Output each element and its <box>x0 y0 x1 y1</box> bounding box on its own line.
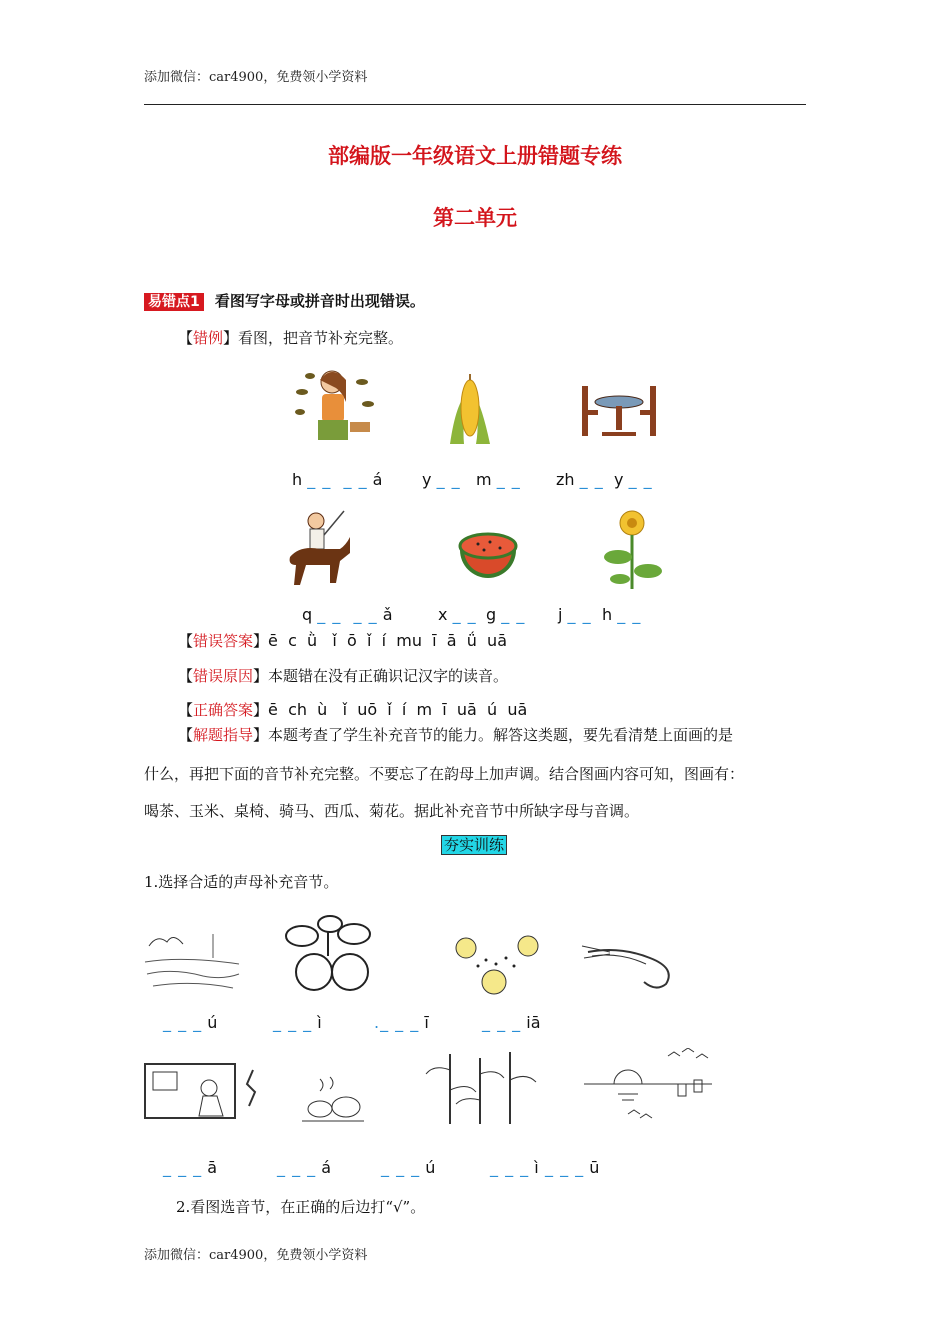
unit-title: 第二单元 <box>433 206 517 230</box>
header-rule <box>144 104 806 105</box>
example-row2-item2: x _ _ <box>438 605 477 624</box>
example-row2-item5: h _ _ <box>602 605 642 624</box>
error-point-tag: 易错点1 <box>144 293 204 311</box>
question-1: 1.选择合适的声母补充音节。 <box>144 873 339 891</box>
example-row1-item3: m _ _ <box>476 470 521 489</box>
chrysanthemum-image <box>600 505 666 591</box>
example-instruction: 看图，把音节补充完整。 <box>238 329 404 347</box>
watermelon-image <box>456 520 520 586</box>
wrong-reason-label: 错误原因 <box>193 667 254 685</box>
bracket-open: 【 <box>178 329 194 347</box>
q1-row1-item1: _ _ _ ú <box>163 1013 218 1032</box>
corn-image <box>446 372 494 446</box>
lake-scene-image <box>143 928 241 996</box>
q1-row2-item1: _ _ _ ā <box>163 1158 218 1177</box>
wrong-reason-value: 本题错在没有正确识记汉字的读音。 <box>268 667 509 685</box>
guide-label: 解题指导 <box>193 726 254 744</box>
q1-row1-item4: _ _ _ iā <box>482 1013 541 1032</box>
q1-row2-item4: _ _ _ ì <box>490 1158 539 1177</box>
error-point-text: 看图写字母或拼音时出现错误。 <box>214 292 425 310</box>
correct-answer-label: 正确答案 <box>193 701 254 719</box>
bamboo-image <box>420 1050 542 1126</box>
q1-row2-item2: _ _ _ á <box>277 1158 332 1177</box>
example-row2-item3: g _ _ <box>486 605 526 624</box>
example-label: 错例 <box>193 329 224 347</box>
guide-line-1: 【解题指导】本题考查了学生补充音节的能力。解答这类题，要先看清楚上面画的是 <box>178 726 734 744</box>
wrong-answer-line: 【错误答案】ē c ǜ ǐ ō ǐ í mu ī ā ǘ uā <box>178 631 507 650</box>
example-row1-item5: y _ _ <box>614 470 653 489</box>
example-row2-item4: j _ _ <box>558 605 592 624</box>
chicks-image <box>448 932 546 996</box>
q1-row1-item2: _ _ _ ì <box>273 1013 322 1032</box>
wrong-reason-line: 【错误原因】本题错在没有正确识记汉字的读音。 <box>178 667 509 685</box>
wrong-answer-label: 错误答案 <box>193 632 254 650</box>
shrimp-image <box>580 942 684 994</box>
header-note: 添加微信：car4900，免费领小学资料 <box>144 70 368 85</box>
guide-line-2: 什么，再把下面的音节补充完整。不要忘了在韵母上加声调。结合图画内容可知，图画有： <box>144 765 745 783</box>
wrong-answer-value: ē c ǜ ǐ ō ǐ í mu ī ā ǘ uā <box>268 631 507 650</box>
window-child-image <box>143 1062 269 1120</box>
q1-row1-item3: ._ _ _ ī <box>374 1013 429 1032</box>
table-chairs-image <box>578 378 660 440</box>
bracket-close: 】 <box>223 329 239 347</box>
correct-answer-value: ē ch ù ǐ uō ǐ í m ī uā ú uā <box>268 700 528 719</box>
example-row1-item4: zh _ _ <box>556 470 604 489</box>
horse-rider-image <box>280 505 354 591</box>
q1-row2-item3: _ _ _ ú <box>381 1158 436 1177</box>
sunset-image <box>578 1048 718 1124</box>
footer-note: 添加微信：car4900，免费领小学资料 <box>144 1248 368 1263</box>
example-row1-item1: h _ _ _ _ á <box>292 470 383 489</box>
drinking-tea-image <box>292 362 378 444</box>
page-title: 部编版一年级语文上册错题专练 <box>328 144 622 168</box>
correct-answer-line: 【正确答案】ē ch ù ǐ uō ǐ í m ī uā ú uā <box>178 700 528 719</box>
example-line <box>178 327 403 348</box>
guide-text-1: 本题考查了学生补充音节的能力。解答这类题，要先看清楚上面画的是 <box>268 726 734 744</box>
example-row2-item1: q _ _ _ _ ǎ <box>302 605 393 624</box>
example-row1-item2: y _ _ <box>422 470 461 489</box>
fruit-plant-image <box>280 912 376 996</box>
tea-pot-image <box>300 1075 366 1125</box>
question-2: 2.看图选音节，在正确的后边打“√”。 <box>176 1198 426 1216</box>
q1-row2-item5: _ _ _ ū <box>545 1158 600 1177</box>
error-point-line <box>144 290 425 311</box>
guide-line-3: 喝茶、玉米、桌椅、骑马、西瓜、菊花。据此补充音节中所缺字母与音调。 <box>144 802 640 820</box>
practice-heading: 夯实训练 <box>441 834 507 855</box>
